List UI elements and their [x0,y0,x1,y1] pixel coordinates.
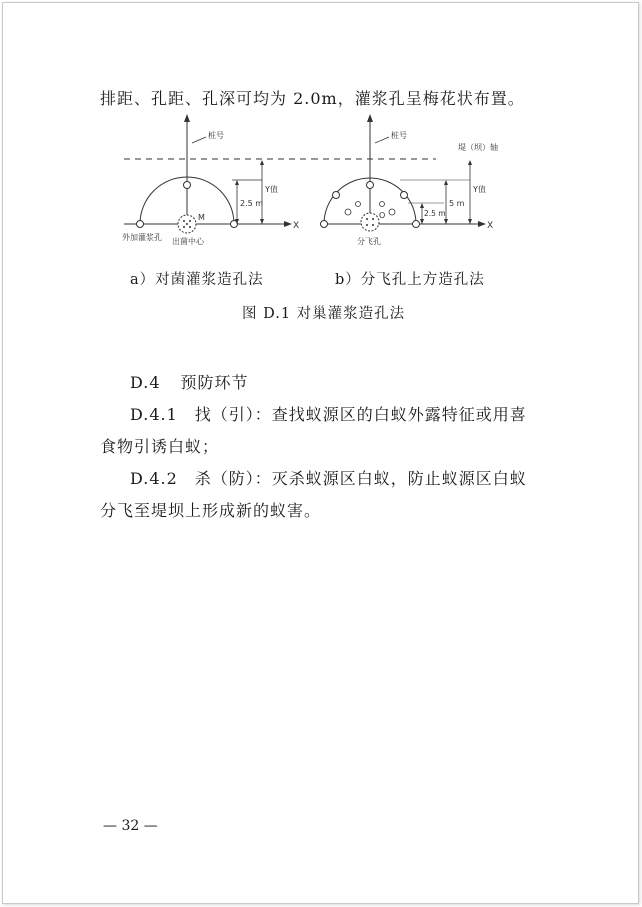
dim-5-label: 5 m [449,199,465,208]
item-d42-line2: 分飞至堤坝上形成新的蚁害。 [100,501,322,520]
y-value-label-b: Y值 [473,185,486,194]
figure-caption: 图 D.1 对巢灌浆造孔法 [242,306,406,322]
subcaption-a: a）对菌灌浆造孔法 [130,272,264,288]
diagram-a [122,114,322,246]
outer-hole-label: 外加灌浆孔 [122,233,162,242]
page-number: — 32 — [103,818,158,834]
hole-left [137,221,144,228]
section-title: 预防环节 [180,373,249,392]
dim-2-5-label: 2.5 m [240,199,264,208]
item-d42-line1: D.4.2 杀（防）：灭杀蚁源区白蚁，防止蚁源区白蚁 [130,469,527,488]
x-axis-label: X [293,221,300,231]
section-heading [130,370,249,393]
center-label: 出菌中心 [172,237,204,246]
hole-top [184,182,191,189]
item-d41-line2: 食物引诱白蚁； [100,437,220,456]
item-d41-line1: D.4.1 找（引）：查找蚁源区的白蚁外露特征或用喜 [130,405,527,424]
section-number: D.4 [130,373,161,392]
subcaption-b: b）分飞孔上方造孔法 [335,272,485,288]
y-axis-arrow [184,114,190,122]
x-axis-arrow [284,221,292,227]
dam-axis-label: 堤（坝）轴 [458,143,498,152]
stake-label-b: 桩号 [391,131,407,140]
point-o-label: O [379,211,386,220]
svg-text:2.5 m: 2.5 m [424,209,446,218]
diagram-b [312,114,516,246]
intro-paragraph: 排距、孔距、孔深可均为 2.0m，灌浆孔呈梅花状布置。 [100,89,525,108]
point-m-label: M [198,213,205,222]
figure-d1-diagram [110,112,530,252]
y-value-label-a: Y值 [265,185,278,194]
svg-text:X: X [487,221,494,231]
split-hole-label: 分飞孔 [357,237,381,246]
stake-label-a: 桩号 [208,131,224,140]
